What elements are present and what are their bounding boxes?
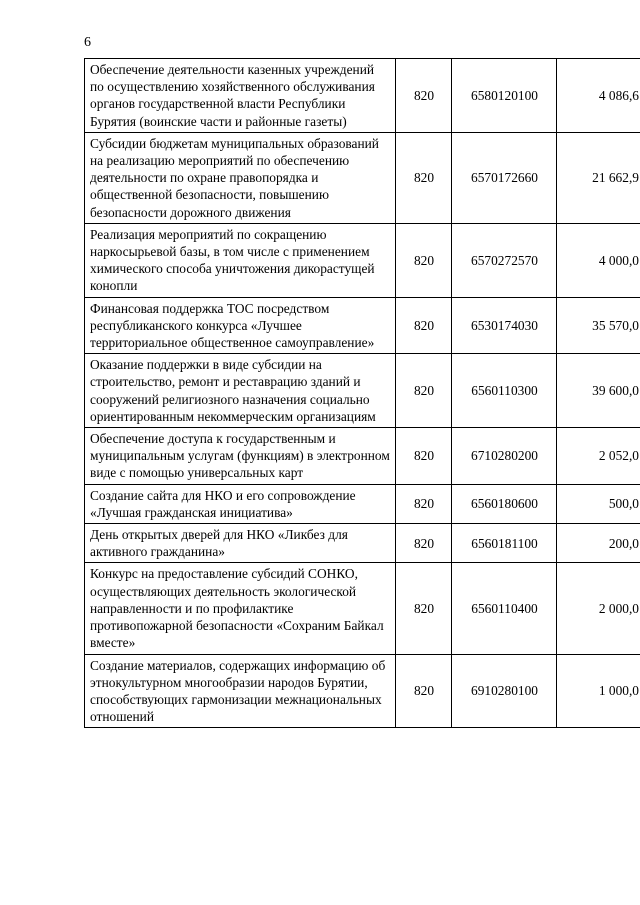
row-amount-cell: 35 570,0 <box>557 297 640 354</box>
row-name-cell: Реализация мероприятий по сокращению наркосырьевой базы, в том числе с применением химического способа уничтожения дикорастущей конопли <box>85 223 396 297</box>
row-name-cell: Создание материалов, содержащих информацию об этнокультурном многообразии народов Бурятии, способствующих гармонизации межнациональных отношений <box>85 654 396 728</box>
table-row <box>85 654 640 728</box>
row-amount-cell: 1 000,0 <box>557 654 640 728</box>
row-amount-cell: 4 000,0 <box>557 223 640 297</box>
row-name-cell: Обеспечение деятельности казенных учреждений по осуществлению хозяйственного обслуживания органов государственной власти Республики Бурятия (воинские части и районные газеты) <box>85 59 396 133</box>
row-code-cell: 820 <box>396 654 452 728</box>
row-target-cell: 6560110400 <box>452 563 557 654</box>
row-amount-cell: 2 000,0 <box>557 563 640 654</box>
row-name-cell: Финансовая поддержка ТОС посредством республиканского конкурса «Лучшее территориальное общественное самоуправление» <box>85 297 396 354</box>
row-target-cell: 6560181100 <box>452 524 557 563</box>
table-row <box>85 428 640 485</box>
row-target-cell: 6530174030 <box>452 297 557 354</box>
table-row <box>85 524 640 563</box>
row-target-cell: 6580120100 <box>452 59 557 133</box>
table-row <box>85 223 640 297</box>
row-target-cell: 6710280200 <box>452 428 557 485</box>
row-target-cell: 6560110300 <box>452 354 557 428</box>
row-target-cell: 6570272570 <box>452 223 557 297</box>
row-target-cell: 6560180600 <box>452 484 557 523</box>
row-code-cell: 820 <box>396 524 452 563</box>
row-name-cell: Оказание поддержки в виде субсидии на строительство, ремонт и реставрацию зданий и сооружений религиозного назначения социально ориентированным некоммерческим организациям <box>85 354 396 428</box>
row-amount-cell: 200,0 <box>557 524 640 563</box>
row-code-cell: 820 <box>396 428 452 485</box>
table-row <box>85 563 640 654</box>
table-row <box>85 297 640 354</box>
table-row <box>85 59 640 133</box>
row-code-cell: 820 <box>396 484 452 523</box>
row-amount-cell: 4 086,6 <box>557 59 640 133</box>
row-code-cell: 820 <box>396 354 452 428</box>
row-code-cell: 820 <box>396 132 452 223</box>
row-name-cell: Создание сайта для НКО и его сопровождение «Лучшая гражданская инициатива» <box>85 484 396 523</box>
row-code-cell: 820 <box>396 297 452 354</box>
row-amount-cell: 500,0 <box>557 484 640 523</box>
table-row <box>85 354 640 428</box>
row-name-cell: Конкурс на предоставление субсидий СОНКО, осуществляющих деятельность экологической направленности и по профилактике противопожарной безопасности «Сохраним Байкал вместе» <box>85 563 396 654</box>
table-row <box>85 484 640 523</box>
budget-table <box>84 58 640 728</box>
row-target-cell: 6910280100 <box>452 654 557 728</box>
row-name-cell: Обеспечение доступа к государственным и муниципальным услугам (функциям) в электронном виде с помощью универсальных карт <box>85 428 396 485</box>
row-name-cell: Субсидии бюджетам муниципальных образований на реализацию мероприятий по обеспечению деятельности по охране правопорядка и общественной безопасности, повышению безопасности дорожного движения <box>85 132 396 223</box>
row-name-cell: День открытых дверей для НКО «Ликбез для активного гражданина» <box>85 524 396 563</box>
row-target-cell: 6570172660 <box>452 132 557 223</box>
page-number: 6 <box>84 35 91 50</box>
row-amount-cell: 39 600,0 <box>557 354 640 428</box>
row-code-cell: 820 <box>396 59 452 133</box>
row-amount-cell: 21 662,9 <box>557 132 640 223</box>
table-body <box>85 59 640 728</box>
table-row <box>85 132 640 223</box>
row-amount-cell: 2 052,0 <box>557 428 640 485</box>
row-code-cell: 820 <box>396 563 452 654</box>
row-code-cell: 820 <box>396 223 452 297</box>
